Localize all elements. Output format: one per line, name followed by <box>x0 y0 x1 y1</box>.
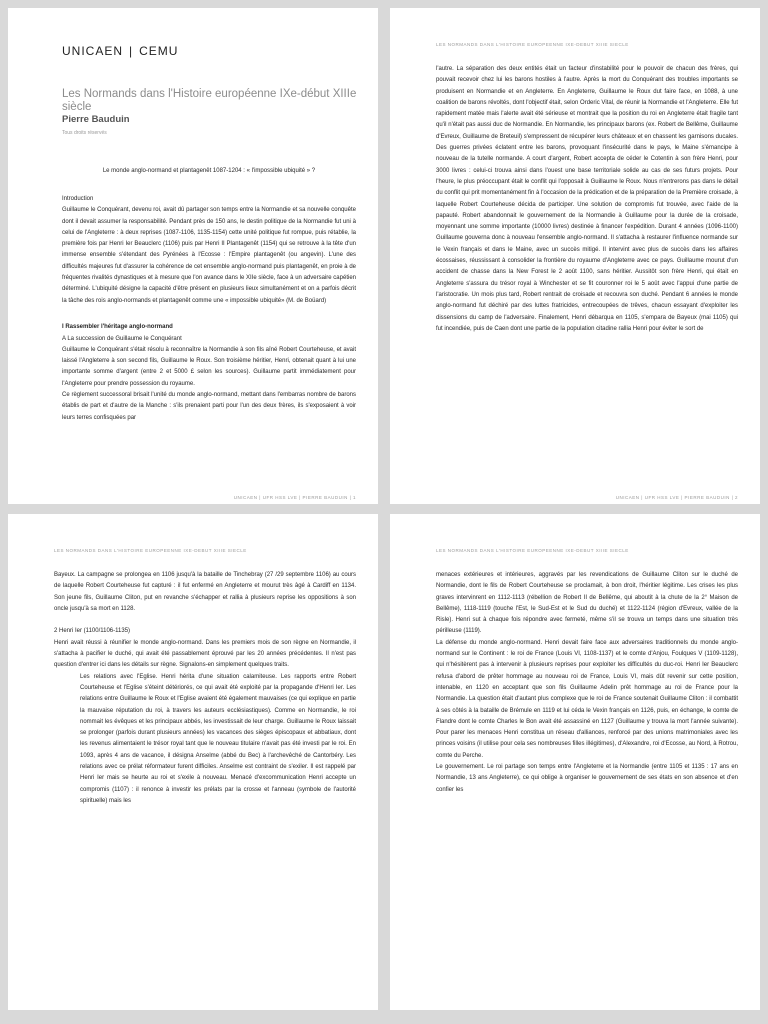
document-page-1 <box>8 8 378 504</box>
unicaen-logo-text: UNICAEN <box>62 44 124 58</box>
running-header: LES NORMANDS DANS L'HISTOIRE EUROPEENNE IXE-DEBUT XIIIE SIECLE <box>54 548 247 553</box>
paragraph: menaces extérieures et intérieures, aggravés par les revendications de Guillaume Cliton sur le duché de Normandie, dont le fils de Robert Courteheuse se proclamait, à bon droit, l'héritier légitime. Les crises les plus graves intervinrent en 1112-1113 (rébellion de Robert II de Bellême, qui aboutit à la chute de la 2° Maison de Bellême), 1118-1119 (touche l'Est, le Sud-Est et le Sud du duché) et 1122-1124 (région d'Evreux, vallée de la Risle). Henri sut à chaque fois répondre avec fermeté, même s'il se trouva un temps dans une situation très périlleuse (1119). <box>436 572 738 635</box>
paragraph: Bayeux. La campagne se prolongea en 1106 jusqu'à la bataille de Tinchebray (27 /29 septembre 1106) au cours de laquelle Robert Courteheuse fut capturé : il fut enfermé en Angleterre et mourut très âgé à Cardiff en 1134. Son jeune fils, Guillaume Cliton, put en revanche s'échapper et rallia à plusieurs reprise les oppositions à son oncle jusqu'à sa mort en 1128. <box>54 572 356 612</box>
section-title: Le monde anglo-normand et plantagenêt 1087-1204 : « l'impossible ubiquité » ? <box>102 168 316 174</box>
cemu-logo-text: CEMU <box>139 44 179 58</box>
subsection-heading: 2 Henri Ier (1100/1106-1135) <box>54 628 131 635</box>
page-2-body <box>436 64 738 335</box>
page-3-body <box>54 570 356 807</box>
paragraph: La défense du monde anglo-normand. Henri devait faire face aux adversaires traditionnels du monde anglo-normand sur le Continent : le roi de France (Louis VI, 1108-1137) et le comte d'Anjou, Foulques V (1109-1128), qui n'hésitèrent pas à intervenir à plusieurs reprises pour exploiter les difficultés du duc-roi. Henri Ier Beauclerc refusa d'abord de prêter hommage au nouveau roi de France, Louis VI, mais dût revenir sur cette position, intenable, en 1120 en acceptant que son fils Guillaume Adelin prêt hommage au roi de France pour la Normandie. La question était d'autant plus complexe que le roi de France soutenait Guillaume Cliton : il combattit à ses côtés à la bataille de Brémule en 1119 et lui céda le Vexin français en 1126, puis, en échange, le comte de Flandre dont le comte Charles le Bon avait été assassiné en 1127 (Guillaume y trouva la mort l'année suivante). Pour parer les menaces Henri constitua un réseau d'alliances, renforcé par des unions matrimoniales avec les princes voisins (il utilise pour cela ses nombreuses filles illégitimes), d'Alexandre, roi d'Ecosse, au Nord, à Rotrou, comte du Perche. <box>436 639 738 759</box>
paragraph: Henri avait réussi à réunifier le monde anglo-normand. Dans les premiers mois de son règne en Normandie, il s'attacha à pacifier le duché, qui avait été passablement éprouvé par les 20 années précédentes. Il n'est pas question d'entrer ici dans les détails sur règne. Signalons-en simplement quelques traits. <box>54 639 356 669</box>
subsection-heading: A La succession de Guillaume le Conquérant <box>62 335 182 342</box>
page-footer: UNICAEN | UFR HSS LVE | PIERRE BAUDUIN | 2 <box>615 495 738 500</box>
paragraph: Ce règlement successoral brisait l'unité du monde anglo-normand, mettant dans l'embarras nombre de barons établis de part et d'autre de la Manche : s'ils prenaient parti pour l'un des deux frères, ils s'exposaient à voir leurs terres confisquées par <box>62 392 356 421</box>
paragraph: Les relations avec l'Eglise. Henri hérita d'une situation calamiteuse. Les rapports entre Robert Courteheuse et l'Eglise s'éteint détériorés, ce qui avait été exploité par la propagande d'Henri Ier. Les relations entre Guillaume le Roux et l'Eglise avaient été également mauvaises (ce qui explique en partie la mauvaise réputation du roi, à travers les auteurs ecclésiastiques). Comme en Normandie, le roi nommait les évêques et les principaux abbés, les investissait de leur charge. Guillaume le Roux laissait se prolonger (parfois durant plusieurs années) les vacances des sièges épiscopaux et abbatiaux, dont les revenus alimentaient le trésor royal tant que le nouveau titulaire n'avait pas été investi par le roi. En 1093, après 4 ans de vacance, il désigna Anselme (abbé du Bec) à l'archevêché de Cantorbéry. Les relations avec ce prélat réformateur furent difficiles. Anselme est contraint de s'exiler. Il est rappelé par Henri Ier mais se heurte au roi et s'exile à nouveau. Menacé d'excommunication Henri accepte un compromis (1107) : il renonce à investir les prélats par la crosse et l'anneau (symbole de l'autorité spirituelle) mais les <box>80 673 356 804</box>
document-author: Pierre Bauduin <box>62 114 130 125</box>
running-header: LES NORMANDS DANS L'HISTOIRE EUROPEENNE IXE-DEBUT XIIIE SIECLE <box>436 42 629 47</box>
running-header: LES NORMANDS DANS L'HISTOIRE EUROPEENNE IXE-DEBUT XIIIE SIECLE <box>436 548 629 553</box>
document-page-3 <box>8 514 378 1010</box>
page-4-body <box>436 570 738 796</box>
rights-notice: Tous droits réservés <box>62 130 107 136</box>
document-page-2 <box>390 8 760 504</box>
unicaen-cemu-logo: UNICAEN | CEMU <box>62 44 179 58</box>
part-heading: I Rassembler l'héritage anglo-normand <box>62 324 173 331</box>
document-page-4 <box>390 514 760 1010</box>
page-footer: UNICAEN | UFR HSS LVE | PIERRE BAUDUIN | 1 <box>233 495 356 500</box>
page-1-body <box>62 194 356 424</box>
paragraph: Guillaume le Conquérant s'était résolu à reconnaître la Normandie à son fils aîné Robert Courteheuse, et avait laissé l'Angleterre à son second fils, Guillaume le Roux. Son troisième héritier, Henri, obtenait quant à lui une importante somme d'argent (entre 2 et 5000 £ selon les sources). Guillaume partit immédiatement pour l'Angleterre pour prendre possession du royaume. <box>62 346 356 387</box>
introduction-heading: Introduction <box>62 196 94 202</box>
paragraph: l'autre. La séparation des deux entités était un facteur d'instabilité pour le pouvoir de chacun des frères, qui pouvait recevoir chez lui les barons hostiles à l'autre. Après la mort du Conquérant des troubles importants se produisent en Normandie et en Angleterre. En Angleterre, Guillaume le Roux dut faire face, en 1088, à une coalition de barons révoltés, dont l'objectif était, selon Orderic Vital, de réunir la Normandie et l'Angleterre. Elle fut rapidement matée mais l'alerte avait été sérieuse et montrait que la position du roi en Angleterre était fragile tant qu'il n'était pas aussi duc de Normandie. En Normandie, les principaux barons (ex. Robert de Bellême, Guillaume d'Evreux, Guillaume de Breteuil) s'empressent de récupérer leurs châteaux et en chassent les garnisons ducales. Des guerres privées éclatent entre les barons, provoquant l'insécurité dans le pays, le Maine s'émancipe à nouveau de la tutelle normande. A court d'argent, Robert accepta de céder le Cotentin à son frère Henri, pour 3000 livres : celui-ci trouva ainsi dans l'ouest une base territoriale solide au cas de ses futurs projets. Pour l'heure, le plus préoccupant était le conflit qui l'opposait à Guillaume le Roux. Nous n'entrerons pas dans le détail du conflit qui prit momentanément fin à l'occasion de la prédication et de la préparation de la Première croisade, à laquelle Robert Courteheuse décida de participer. Une solution de compromis fut trouvée, avec l'aide de la papauté. Robert abandonnait le gouvernement de la Normandie à Guillaume pour la durée de la croisade, moyennant une somme importante (10000 livres) destinée à financer l'expédition. Durant 4 années (1096-1100) Guillaume gouverna donc à nouveau l'ensemble anglo-normand. Il s'attacha à restaurer l'influence normande sur le Vexin français et dans le Maine, avec un succès mitigé. Il intervint avec plus de succès dans les affaires écossaises, réussissant à consolider la frontière du royaume d'Angleterre avec ce pays. Guillaume mourut d'un accident de chasse dans la New Forest le 2 août 1100, sans héritier. Aussitôt son frère Henri, qui était en Angleterre s'assura du trésor royal à Winchester et se fit couronner roi le 5 août avec l'appui d'une partie de l'aristocratie. Un mois plus tard, Robert rentrait de croisade et recouvra son duché. Pendant 6 années le monde anglo-normand fut déchiré par des luttes fratricides, entrecoupées de trêves, chacun essayant d'exploiter les dissensions du camp de l'adversaire. Finalement, Henri débarqua en 1105, s'empara de Bayeux (mai 1105) qui fut incendiée, puis de Caen dont une partie de la population citadine rallia Henri pour éviter le sort de <box>436 66 738 332</box>
paragraph: Le gouvernement. Le roi partage son temps entre l'Angleterre et la Normandie (entre 1105 et 1135 : 17 ans en Normandie, 13 ans Angleterre), ce qui oblige à organiser le gouvernement de ses états en son absence et d'en confier les <box>436 764 738 793</box>
document-title: Les Normands dans l'Histoire européenne IXe-début XIIIe siècle <box>62 88 357 113</box>
introduction-paragraph: Guillaume le Conquérant, devenu roi, avait dû partager son temps entre la Normandie et sa nouvelle conquête dont il devait assumer la responsabilité. Pendant près de 150 ans, le destin politique de la Normandie fut uni à celui de l'Angleterre : à deux reprises (1087-1106, 1135-1154) cette unité politique fut rompue, puis rétablie, la première fois par Henri Ier Beauclerc (1106) puis par Henri II Plantagenêt (1154) qui se retrouve à la tête d'un immense ensemble s'étendant des Pyrénées à l'Ecosse : l'Empire plantagenêt (ou angevin). L'une des difficultés majeures fut d'assurer la cohérence de cet ensemble anglo-normand puis plantagenêt, en proie à de fréquentes rivalités dynastiques et à mesure que l'on avance dans le XIIe siècle, face à un adversaire capétien déterminé. L'ubiquité désigne la capacité d'être présent en plusieurs lieux simultanément et on a parfois décrit la tâche des rois anglo-normands et plantagenêt comme une « impossible ubiquité» (M. de Boüard) <box>62 207 356 304</box>
